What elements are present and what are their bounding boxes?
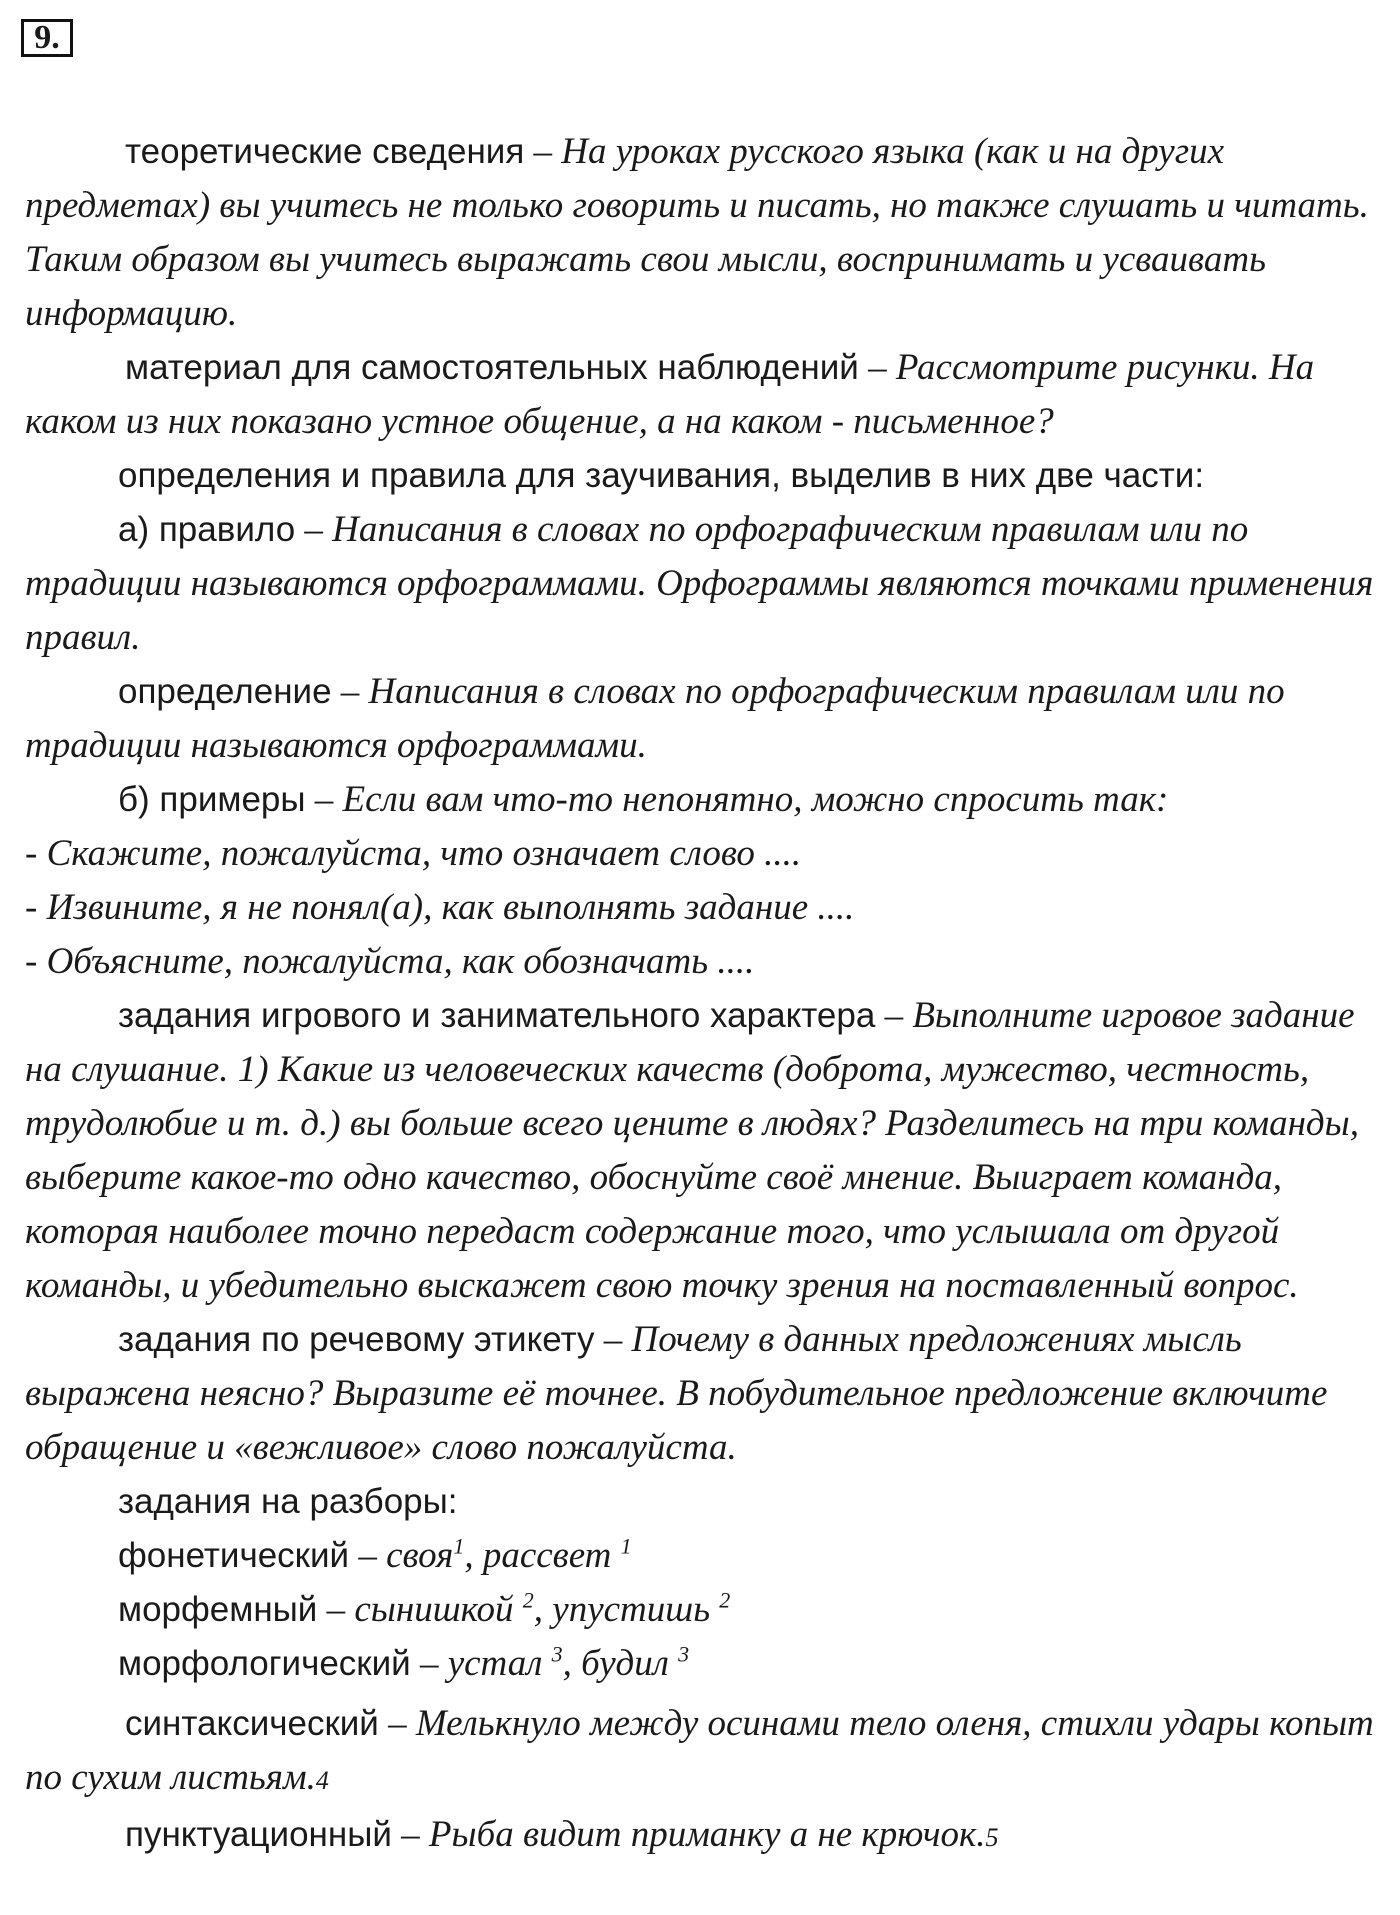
morphological-word: , будил: [562, 1643, 669, 1684]
morphemic-word: , упустишь: [533, 1589, 711, 1630]
dash: –: [295, 509, 333, 550]
footnote-number: 4: [315, 1766, 329, 1795]
superscript-mark: 2: [719, 1587, 731, 1613]
phonetic-line: [25, 1529, 1385, 1583]
rule-term: а) правило: [118, 510, 296, 549]
morphological-line: [25, 1637, 1385, 1691]
definition-term: определение: [118, 672, 332, 711]
morphological-term: морфологический: [118, 1644, 411, 1683]
examples-term: б) примеры: [118, 780, 306, 819]
definitions-intro-text: определения и правила для заучивания, выделив в них две части:: [118, 456, 1205, 495]
dash: –: [410, 1643, 448, 1684]
morphemic-word: сынишкой: [354, 1589, 514, 1630]
morphemic-line: [25, 1583, 1385, 1637]
etiquette-term: задания по речевому этикету: [118, 1320, 595, 1359]
rule-example: Написания в словах по орфографическим правилам или по традиции называются орфограммами. Орфограммы являются точками применения правил.: [25, 509, 1374, 658]
rule-paragraph: [25, 503, 1385, 665]
theory-example: На уроках русского языка (как и на других предметах) вы учитесь не только говорить и писать, но также слушать и читать. Таким образом вы учитесь выражать свои мысли, воспринимать и усваивать информацию.: [25, 131, 1369, 334]
superscript-mark: 1: [620, 1533, 632, 1559]
observation-term: материал для самостоятельных наблюдений: [125, 348, 859, 387]
morphological-word: устал: [447, 1643, 543, 1684]
dash: –: [594, 1319, 632, 1360]
game-term: задания игрового и занимательного характера: [118, 996, 876, 1035]
game-example: Выполните игровое задание на слушание. 1) Какие из человеческих качеств (доброта, мужество, честность, трудолюбие и т. д.) вы больше всего цените в людях? Разделитесь на три команды, выберите какое-то одно качество, обоснуйте своё мнение. Выиграет команда, которая наиболее точно передаст содержание того, что услышала от другой команды, и убедительно выскажет свою точку зрения на поставленный вопрос.: [25, 995, 1359, 1306]
analysis-intro: [25, 1475, 1385, 1529]
examples-paragraph: [25, 773, 1385, 827]
exercise-number: 9.: [21, 19, 73, 57]
punctuation-paragraph: [25, 1808, 1385, 1865]
definition-paragraph: [25, 665, 1385, 773]
dash: –: [305, 779, 343, 820]
syntax-paragraph: [25, 1697, 1385, 1808]
faint-header-bleed: [98, 22, 1378, 56]
answer-body: [25, 125, 1385, 1865]
theory-term: теоретические сведения: [125, 132, 525, 171]
dash: –: [858, 347, 896, 388]
etiquette-example: Почему в данных предложениях мысль выражена неясно? Выразите её точнее. В побудительное предложение включите обращение и «вежливое» слово пожалуйста.: [25, 1319, 1328, 1468]
definition-example: Написания в словах по орфографическим правилам или по традиции называются орфограммами.: [25, 671, 1285, 766]
dash: –: [331, 671, 369, 712]
dash: –: [875, 995, 913, 1036]
syntax-term: синтаксический: [125, 1704, 379, 1743]
morphemic-term: морфемный: [118, 1590, 318, 1629]
example-line: - Извините, я не понял(а), как выполнять задание ....: [25, 887, 855, 928]
superscript-mark: 2: [522, 1587, 534, 1613]
theory-paragraph: [25, 125, 1385, 341]
punctuation-term: пунктуационный: [125, 1815, 392, 1854]
dash: –: [391, 1814, 429, 1855]
game-paragraph: [25, 989, 1385, 1313]
example-line: - Объясните, пожалуйста, как обозначать ....: [25, 941, 755, 982]
definitions-intro: [25, 449, 1385, 503]
punctuation-example: Рыба видит приманку а не крючок.: [428, 1814, 986, 1855]
superscript-mark: 3: [551, 1641, 563, 1667]
examples-intro: Если вам что-то непонятно, можно спросить так:: [342, 779, 1169, 820]
analysis-intro-text: задания на разборы:: [118, 1482, 458, 1521]
dash: –: [378, 1703, 416, 1744]
dash: –: [349, 1535, 387, 1576]
phonetic-term: фонетический: [118, 1536, 350, 1575]
observation-paragraph: [25, 341, 1385, 449]
dash: –: [524, 131, 562, 172]
superscript-mark: 1: [453, 1533, 465, 1559]
etiquette-paragraph: [25, 1313, 1385, 1475]
superscript-mark: 3: [678, 1641, 690, 1667]
observation-example: Рассмотрите рисунки. На каком из них показано устное общение, а на каком - письменное?: [25, 347, 1315, 442]
footnote-number: 5: [985, 1823, 999, 1852]
phonetic-word: , рассвет: [464, 1535, 612, 1576]
syntax-example: Мелькнуло между осинами тело оленя, стихли удары копыт по сухим листьям.: [25, 1703, 1374, 1798]
phonetic-word: своя: [386, 1535, 454, 1576]
dash: –: [317, 1589, 355, 1630]
example-line: - Скажите, пожалуйста, что означает слово ....: [25, 833, 802, 874]
